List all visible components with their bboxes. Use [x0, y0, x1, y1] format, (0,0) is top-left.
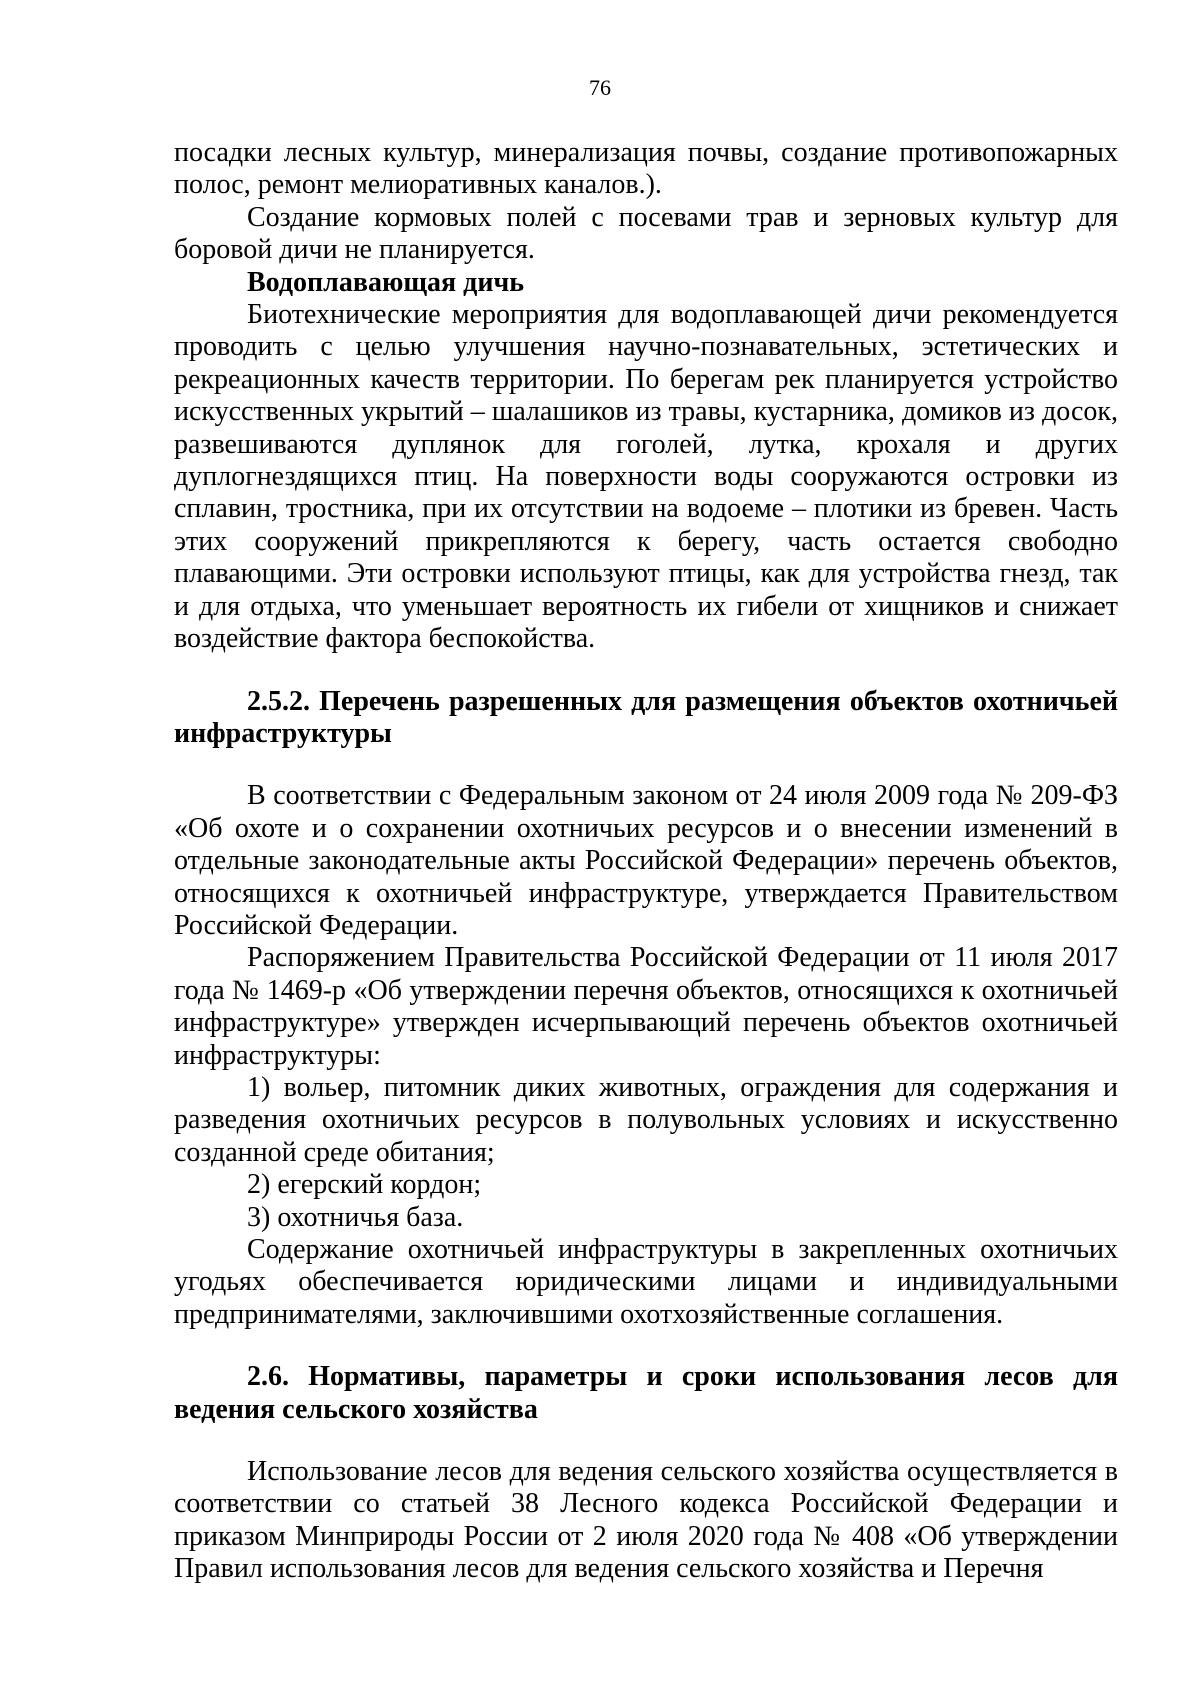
subheading-waterfowl: Водоплавающая дичь [247, 266, 525, 298]
page-content [174, 137, 1118, 1586]
paragraph-government-order: Распоряжением Правительства Российской Федерации от 11 июля 2017 года № 1469-р «Об утверждении перечня объектов, относящихся к охотничьей инфраструктуре» утвержден исчерпывающий перечень объектов охотничьей инфраструктуры: [174, 942, 1118, 1071]
paragraph-waterfowl-measures: Биотехнические мероприятия для водоплавающей дичи рекомендуется проводить с целью улучшения научно-познавательных, эстетических и рекреационных качеств территории. По берегам рек планируется устройство искусственных укрытий – шалашиков из травы, кустарника, домиков из досок, развешиваются дуплянок для гоголей, лутка, крохаля и других дуплогнездящихся птиц. На поверхности воды сооружаются островки из сплавин, тростника, при их отсутствии на водоеме – плотики из бревен. Часть этих сооружений прикрепляются к берегу, часть остается свободно плавающими. Эти островки используют птицы, как для устройства гнезд, так и для отдыха, что уменьшает вероятность их гибели от хищников и снижает воздействие фактора беспокойства. [174, 299, 1118, 655]
paragraph-infrastructure-maintenance: Содержание охотничьей инфраструктуры в закрепленных охотничьих угодьях обеспечивается юридическими лицами и индивидуальными предпринимателями, заключившими охотхозяйственные соглашения. [174, 1234, 1118, 1330]
list-item: 2) егерский кордон; [247, 1169, 482, 1201]
section-heading-2-6: 2.6. Нормативы, параметры и сроки использования лесов для ведения сельского хозяйства [174, 1361, 1118, 1425]
spacer [174, 656, 1118, 686]
paragraph-continued: посадки лесных культур, минерализация почвы, создание противопожарных полос, ремонт мелиоративных каналов.). [174, 137, 1118, 201]
list-item: 3) охотничья база. [247, 1201, 464, 1233]
spacer [174, 1331, 1118, 1361]
page-number: 76 [589, 75, 611, 100]
spacer [174, 1426, 1118, 1456]
spacer [174, 750, 1118, 780]
paragraph-agriculture-forest-use: Использование лесов для ведения сельского хозяйства осуществляется в соответствии со статьей 38 Лесного кодекса Российской Федерации и приказом Минприроды России от 2 июля 2020 года № 408 «Об утверждении Правил использования лесов для ведения сельского хозяйства и Перечня [174, 1456, 1118, 1585]
paragraph-feed-fields: Создание кормовых полей с посевами трав и зерновых культур для боровой дичи не планируется. [174, 201, 1118, 266]
list-item: 1) вольер, питомник диких животных, ограждения для содержания и разведения охотничьих ресурсов в полувольных условиях и искусственно созданной среде обитания; [174, 1071, 1118, 1168]
paragraph-federal-law: В соответствии с Федеральным законом от 24 июля 2009 года № 209-ФЗ «Об охоте и о сохранении охотничьих ресурсов и о внесении изменений в отдельные законодательные акты Российской Федерации» перечень объектов, относящихся к охотничьей инфраструктуре, утверждается Правительством Российской Федерации. [174, 780, 1118, 941]
section-heading-2-5-2: 2.5.2. Перечень разрешенных для размещения объектов охотничьей инфраструктуры [174, 685, 1118, 749]
